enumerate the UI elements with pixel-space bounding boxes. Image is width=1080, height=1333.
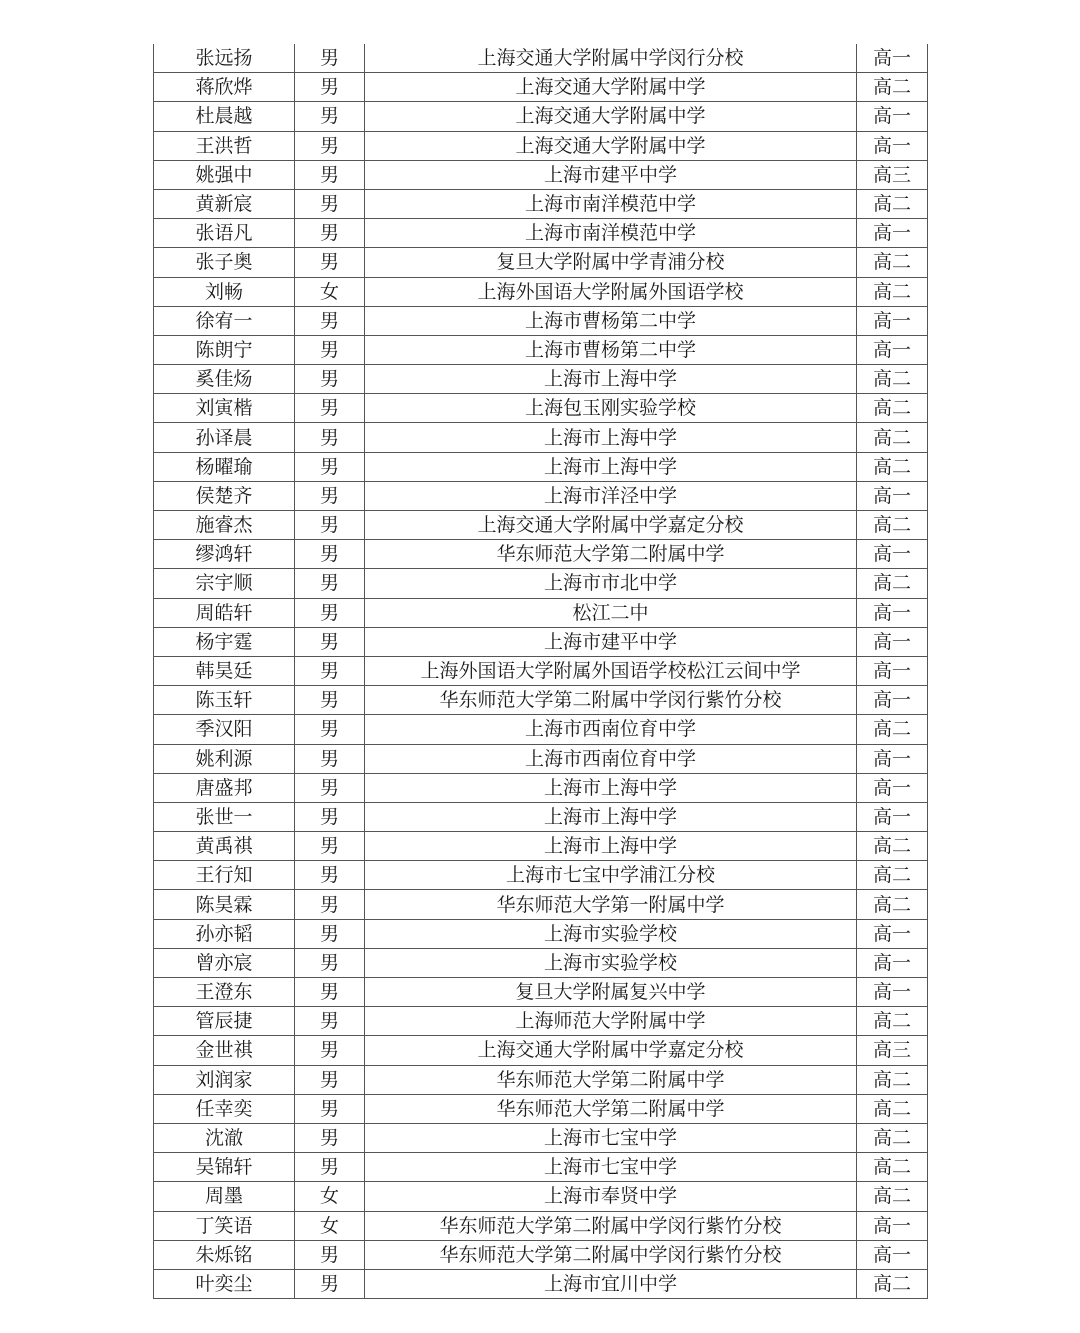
grade-cell: 高一 [857, 219, 928, 248]
school-cell: 上海包玉刚实验学校 [365, 394, 857, 423]
student-name-cell: 黄新宸 [154, 189, 295, 218]
school-cell: 上海交通大学附属中学 [365, 131, 857, 160]
gender-cell: 男 [295, 1269, 365, 1298]
table-row [154, 1153, 928, 1182]
student-name-cell: 季汉阳 [154, 715, 295, 744]
grade-cell: 高二 [857, 394, 928, 423]
table-row [154, 656, 928, 685]
gender-cell: 男 [295, 1153, 365, 1182]
school-cell: 上海市南洋模范中学 [365, 219, 857, 248]
grade-cell: 高一 [857, 481, 928, 510]
table-row [154, 569, 928, 598]
grade-cell: 高一 [857, 102, 928, 131]
table-row [154, 832, 928, 861]
grade-cell: 高一 [857, 627, 928, 656]
table-row [154, 598, 928, 627]
grade-cell: 高一 [857, 598, 928, 627]
school-cell: 上海外国语大学附属外国语学校松江云间中学 [365, 656, 857, 685]
school-cell: 上海交通大学附属中学 [365, 73, 857, 102]
gender-cell: 男 [295, 189, 365, 218]
school-cell: 上海市上海中学 [365, 773, 857, 802]
grade-cell: 高一 [857, 978, 928, 1007]
gender-cell: 男 [295, 540, 365, 569]
table-row [154, 540, 928, 569]
gender-cell: 男 [295, 598, 365, 627]
grade-cell: 高二 [857, 452, 928, 481]
student-name-cell: 施睿杰 [154, 511, 295, 540]
table-row [154, 1036, 928, 1065]
table-row [154, 686, 928, 715]
student-name-cell: 曾亦宸 [154, 948, 295, 977]
gender-cell: 男 [295, 569, 365, 598]
grade-cell: 高二 [857, 365, 928, 394]
table-row [154, 1269, 928, 1298]
table-row [154, 481, 928, 510]
gender-cell: 男 [295, 44, 365, 73]
table-row [154, 131, 928, 160]
table-row [154, 248, 928, 277]
student-name-cell: 陈朗宁 [154, 335, 295, 364]
gender-cell: 男 [295, 715, 365, 744]
gender-cell: 男 [295, 773, 365, 802]
student-name-cell: 缪鸿轩 [154, 540, 295, 569]
table-row [154, 219, 928, 248]
student-name-cell: 陈昊霖 [154, 890, 295, 919]
school-cell: 上海市上海中学 [365, 365, 857, 394]
student-name-cell: 管辰捷 [154, 1007, 295, 1036]
gender-cell: 男 [295, 219, 365, 248]
student-name-cell: 张子奥 [154, 248, 295, 277]
grade-cell: 高二 [857, 1182, 928, 1211]
student-name-cell: 奚佳炀 [154, 365, 295, 394]
student-name-cell: 孙译晨 [154, 423, 295, 452]
table-row [154, 861, 928, 890]
gender-cell: 女 [295, 1211, 365, 1240]
student-name-cell: 杨宇霆 [154, 627, 295, 656]
table-row [154, 365, 928, 394]
gender-cell: 男 [295, 1240, 365, 1269]
student-name-cell: 张世一 [154, 802, 295, 831]
school-cell: 华东师范大学第二附属中学闵行紫竹分校 [365, 1211, 857, 1240]
student-name-cell: 沈澈 [154, 1123, 295, 1152]
student-name-cell: 周皓轩 [154, 598, 295, 627]
school-cell: 上海市七宝中学 [365, 1123, 857, 1152]
grade-cell: 高二 [857, 277, 928, 306]
grade-cell: 高一 [857, 306, 928, 335]
school-cell: 上海师范大学附属中学 [365, 1007, 857, 1036]
table-row [154, 1182, 928, 1211]
school-cell: 上海外国语大学附属外国语学校 [365, 277, 857, 306]
grade-cell: 高三 [857, 1036, 928, 1065]
grade-cell: 高二 [857, 189, 928, 218]
gender-cell: 男 [295, 102, 365, 131]
gender-cell: 男 [295, 481, 365, 510]
roster-table-body [154, 44, 928, 1299]
school-cell: 上海市七宝中学 [365, 1153, 857, 1182]
student-name-cell: 黄禹祺 [154, 832, 295, 861]
gender-cell: 女 [295, 277, 365, 306]
grade-cell: 高一 [857, 44, 928, 73]
gender-cell: 男 [295, 511, 365, 540]
table-row [154, 511, 928, 540]
grade-cell: 高一 [857, 1240, 928, 1269]
grade-cell: 高二 [857, 511, 928, 540]
student-name-cell: 唐盛邦 [154, 773, 295, 802]
grade-cell: 高一 [857, 802, 928, 831]
table-row [154, 423, 928, 452]
school-cell: 上海市上海中学 [365, 423, 857, 452]
table-row [154, 452, 928, 481]
gender-cell: 男 [295, 919, 365, 948]
table-row [154, 394, 928, 423]
student-roster-table [153, 44, 927, 1299]
gender-cell: 男 [295, 832, 365, 861]
gender-cell: 男 [295, 335, 365, 364]
student-name-cell: 王洪哲 [154, 131, 295, 160]
student-name-cell: 张语凡 [154, 219, 295, 248]
student-name-cell: 陈玉轩 [154, 686, 295, 715]
gender-cell: 男 [295, 394, 365, 423]
table-row [154, 1065, 928, 1094]
gender-cell: 男 [295, 423, 365, 452]
table-row [154, 948, 928, 977]
grade-cell: 高二 [857, 423, 928, 452]
grade-cell: 高二 [857, 1065, 928, 1094]
gender-cell: 男 [295, 306, 365, 335]
gender-cell: 男 [295, 627, 365, 656]
school-cell: 上海市西南位育中学 [365, 744, 857, 773]
grade-cell: 高二 [857, 73, 928, 102]
school-cell: 松江二中 [365, 598, 857, 627]
gender-cell: 男 [295, 1065, 365, 1094]
student-name-cell: 姚强中 [154, 160, 295, 189]
school-cell: 上海市曹杨第二中学 [365, 335, 857, 364]
grade-cell: 高一 [857, 948, 928, 977]
gender-cell: 男 [295, 948, 365, 977]
grade-cell: 高二 [857, 1153, 928, 1182]
school-cell: 复旦大学附属中学青浦分校 [365, 248, 857, 277]
school-cell: 上海市曹杨第二中学 [365, 306, 857, 335]
student-name-cell: 刘寅楷 [154, 394, 295, 423]
grade-cell: 高一 [857, 335, 928, 364]
grade-cell: 高二 [857, 715, 928, 744]
student-name-cell: 刘畅 [154, 277, 295, 306]
grade-cell: 高二 [857, 1007, 928, 1036]
gender-cell: 男 [295, 890, 365, 919]
school-cell: 上海交通大学附属中学 [365, 102, 857, 131]
student-name-cell: 徐宥一 [154, 306, 295, 335]
student-name-cell: 王澄东 [154, 978, 295, 1007]
student-name-cell: 张远扬 [154, 44, 295, 73]
table-row [154, 978, 928, 1007]
student-name-cell: 周墨 [154, 1182, 295, 1211]
school-cell: 华东师范大学第二附属中学闵行紫竹分校 [365, 686, 857, 715]
student-name-cell: 姚利源 [154, 744, 295, 773]
gender-cell: 男 [295, 744, 365, 773]
school-cell: 上海市实验学校 [365, 919, 857, 948]
grade-cell: 高二 [857, 1123, 928, 1152]
table-row [154, 1240, 928, 1269]
school-cell: 上海市上海中学 [365, 802, 857, 831]
grade-cell: 高二 [857, 248, 928, 277]
gender-cell: 男 [295, 1123, 365, 1152]
table-row [154, 189, 928, 218]
student-name-cell: 杜晨越 [154, 102, 295, 131]
roster-table [153, 44, 928, 1299]
gender-cell: 男 [295, 131, 365, 160]
gender-cell: 男 [295, 802, 365, 831]
student-name-cell: 丁笑语 [154, 1211, 295, 1240]
school-cell: 上海市市北中学 [365, 569, 857, 598]
grade-cell: 高一 [857, 540, 928, 569]
student-name-cell: 孙亦韬 [154, 919, 295, 948]
student-name-cell: 王行知 [154, 861, 295, 890]
school-cell: 华东师范大学第二附属中学闵行紫竹分校 [365, 1240, 857, 1269]
school-cell: 华东师范大学第一附属中学 [365, 890, 857, 919]
table-row [154, 627, 928, 656]
table-row [154, 744, 928, 773]
grade-cell: 高二 [857, 1269, 928, 1298]
grade-cell: 高二 [857, 569, 928, 598]
gender-cell: 男 [295, 1094, 365, 1123]
table-row [154, 890, 928, 919]
student-name-cell: 刘润家 [154, 1065, 295, 1094]
school-cell: 上海交通大学附属中学嘉定分校 [365, 1036, 857, 1065]
grade-cell: 高一 [857, 686, 928, 715]
gender-cell: 男 [295, 656, 365, 685]
student-name-cell: 宗宇顺 [154, 569, 295, 598]
grade-cell: 高二 [857, 890, 928, 919]
table-row [154, 1123, 928, 1152]
school-cell: 上海市南洋模范中学 [365, 189, 857, 218]
grade-cell: 高一 [857, 1211, 928, 1240]
school-cell: 上海市上海中学 [365, 832, 857, 861]
school-cell: 上海交通大学附属中学嘉定分校 [365, 511, 857, 540]
grade-cell: 高一 [857, 744, 928, 773]
gender-cell: 男 [295, 73, 365, 102]
table-row [154, 715, 928, 744]
school-cell: 上海市上海中学 [365, 452, 857, 481]
student-name-cell: 金世祺 [154, 1036, 295, 1065]
school-cell: 华东师范大学第二附属中学 [365, 1094, 857, 1123]
gender-cell: 男 [295, 248, 365, 277]
school-cell: 上海市洋泾中学 [365, 481, 857, 510]
table-row [154, 102, 928, 131]
gender-cell: 男 [295, 686, 365, 715]
gender-cell: 女 [295, 1182, 365, 1211]
gender-cell: 男 [295, 978, 365, 1007]
table-row [154, 306, 928, 335]
table-row [154, 919, 928, 948]
table-row [154, 335, 928, 364]
school-cell: 上海市实验学校 [365, 948, 857, 977]
grade-cell: 高一 [857, 131, 928, 160]
gender-cell: 男 [295, 452, 365, 481]
student-name-cell: 侯楚齐 [154, 481, 295, 510]
student-name-cell: 叶奕尘 [154, 1269, 295, 1298]
student-name-cell: 朱烁铭 [154, 1240, 295, 1269]
student-name-cell: 蒋欣烨 [154, 73, 295, 102]
grade-cell: 高一 [857, 919, 928, 948]
school-cell: 上海交通大学附属中学闵行分校 [365, 44, 857, 73]
table-row [154, 802, 928, 831]
student-name-cell: 任幸奕 [154, 1094, 295, 1123]
table-row [154, 773, 928, 802]
gender-cell: 男 [295, 160, 365, 189]
table-row [154, 160, 928, 189]
school-cell: 上海市宜川中学 [365, 1269, 857, 1298]
school-cell: 华东师范大学第二附属中学 [365, 540, 857, 569]
table-row [154, 44, 928, 73]
school-cell: 上海市七宝中学浦江分校 [365, 861, 857, 890]
table-row [154, 277, 928, 306]
gender-cell: 男 [295, 861, 365, 890]
student-name-cell: 杨曜瑜 [154, 452, 295, 481]
school-cell: 华东师范大学第二附属中学 [365, 1065, 857, 1094]
student-name-cell: 韩昊廷 [154, 656, 295, 685]
school-cell: 上海市西南位育中学 [365, 715, 857, 744]
grade-cell: 高一 [857, 773, 928, 802]
gender-cell: 男 [295, 1036, 365, 1065]
gender-cell: 男 [295, 365, 365, 394]
school-cell: 上海市建平中学 [365, 627, 857, 656]
table-row [154, 1007, 928, 1036]
grade-cell: 高三 [857, 160, 928, 189]
grade-cell: 高二 [857, 832, 928, 861]
school-cell: 上海市建平中学 [365, 160, 857, 189]
grade-cell: 高二 [857, 861, 928, 890]
student-name-cell: 吴锦轩 [154, 1153, 295, 1182]
table-row [154, 73, 928, 102]
table-row [154, 1094, 928, 1123]
gender-cell: 男 [295, 1007, 365, 1036]
grade-cell: 高一 [857, 656, 928, 685]
school-cell: 复旦大学附属复兴中学 [365, 978, 857, 1007]
table-row [154, 1211, 928, 1240]
grade-cell: 高二 [857, 1094, 928, 1123]
school-cell: 上海市奉贤中学 [365, 1182, 857, 1211]
